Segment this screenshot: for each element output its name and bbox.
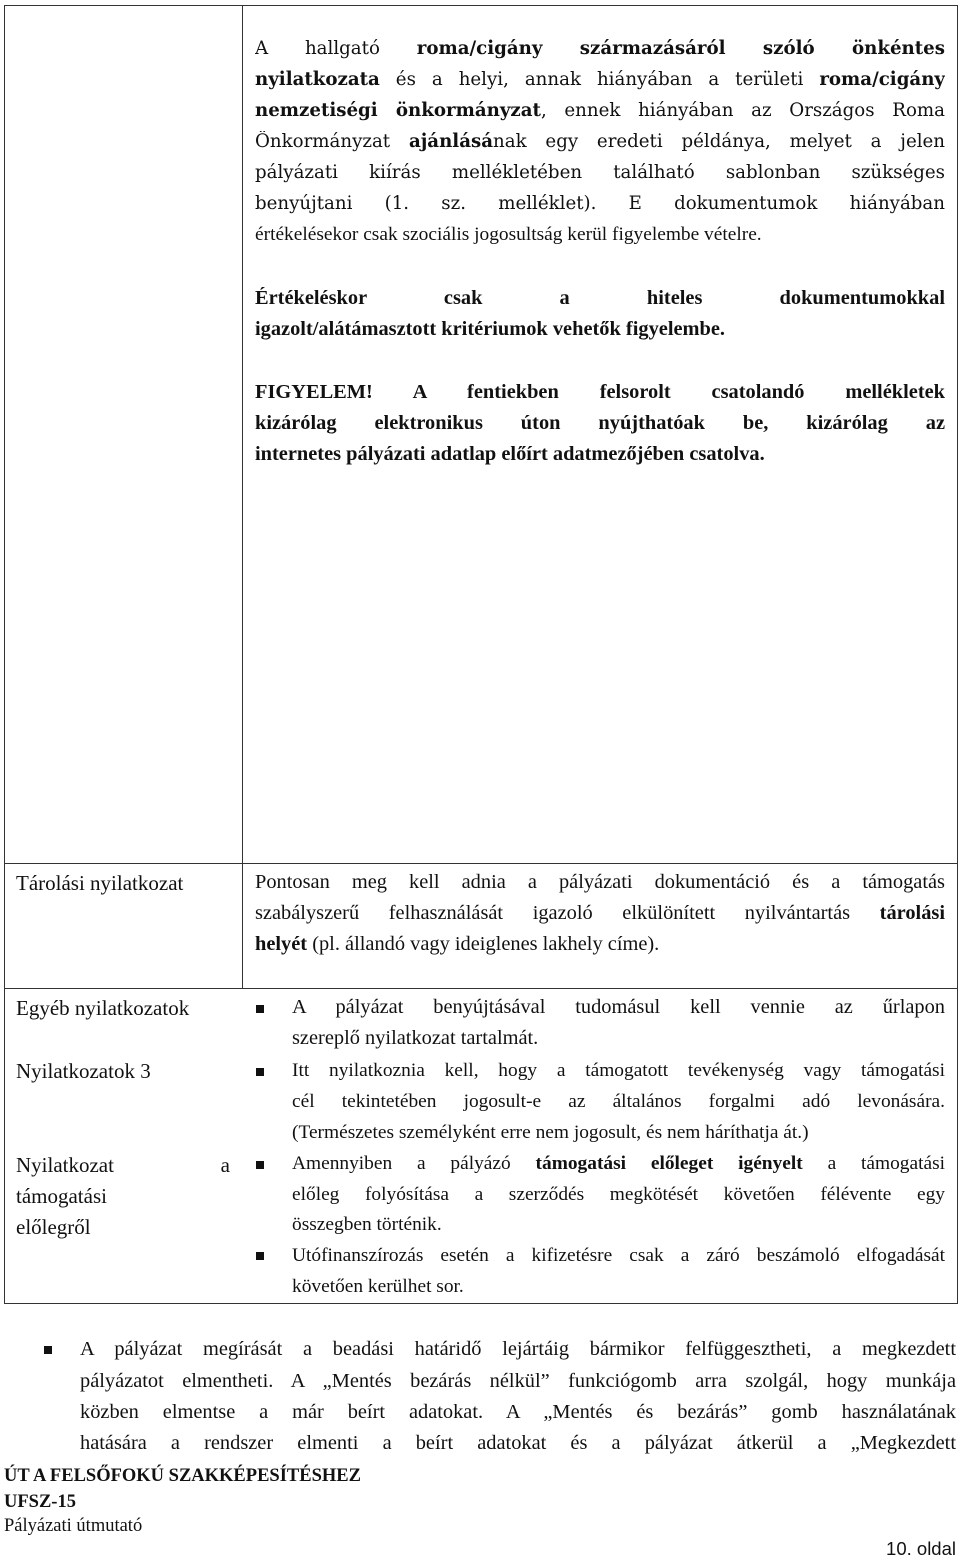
declarations-3-label: Nyilatkozatok 3 [16, 1059, 151, 1083]
rich-text-bold: nyilatkozata [255, 69, 380, 90]
p1-line [255, 100, 945, 121]
table-row-border [4, 988, 958, 989]
bullet-square-icon [256, 1161, 264, 1169]
storage-label: Tárolási nyilatkozat [16, 871, 184, 895]
storage-text-bold: tárolási [879, 902, 945, 924]
footer-code: UFSZ-15 [4, 1492, 76, 1512]
other-declarations-label: Egyéb nyilatkozatok [16, 996, 190, 1020]
advance-text: Amennyiben a pályázó [292, 1153, 536, 1174]
decl3-line: cél tekintetében jogosult-e az általános forgalmi adó levonására. [292, 1091, 945, 1112]
bottom-line: hatására a rendszer elmenti a beírt adatokat és a pályázat átkerül a „Megkezdett [80, 1432, 956, 1454]
advance-label-line: előlegről [16, 1215, 91, 1239]
rich-text: pályázati kiírás mellékletében található sablonban szükséges [255, 162, 945, 183]
footer-title: ÚT A FELSŐFOKÚ SZAKKÉPESÍTÉSHEZ [4, 1466, 361, 1486]
rich-text: Önkormányzat [255, 131, 409, 152]
table-left-border [4, 5, 5, 1304]
p1-line [255, 69, 945, 90]
advance-bullet-line: összegben történik. [292, 1214, 442, 1235]
table-divider [242, 5, 243, 989]
p3-line: FIGYELEM! A fentiekben felsorolt csatolandó mellékletek [255, 381, 945, 403]
bullet-square-icon [44, 1346, 52, 1354]
bottom-line: pályázatot elmentheti. A „Mentés bezárás nélkül” funkciógomb arra szolgál, hogy munkája [80, 1370, 956, 1392]
table-row-border [4, 863, 958, 864]
bullet-square-icon [256, 1068, 264, 1076]
rich-text-bold: ajánlásá [408, 131, 494, 152]
p1-line [255, 193, 945, 214]
advance-label-text: Nyilatkozat [16, 1153, 114, 1177]
decl3-line: Itt nyilatkoznia kell, hogy a támogatott tevékenység vagy támogatási [292, 1060, 945, 1081]
rich-text: A hallgató [255, 38, 417, 59]
advance-label-line: támogatási [16, 1184, 107, 1208]
rich-text: nak egy eredeti példánya, melyet a jelen [493, 131, 945, 152]
advance-text-bold: támogatási előleget igényelt [535, 1153, 803, 1174]
other-line: szereplő nyilatkozat tartalmát. [292, 1027, 539, 1049]
decl3-line: (Természetes személyként erre nem jogosult, és nem háríthatja át.) [292, 1122, 809, 1143]
storage-line [255, 902, 945, 925]
p2-line: igazolt/alátámasztott kritériumok vehetők figyelembe. [255, 318, 726, 340]
rich-text: , ennek hiányában az Országos Roma [540, 100, 945, 121]
rich-text-bold: nemzetiségi önkormányzat [255, 100, 541, 121]
p1-line [255, 38, 945, 59]
storage-text: (pl. állandó vagy ideiglenes lakhely címe). [307, 933, 660, 955]
p3-line: internetes pályázati adatlap előírt adatmezőjében csatolva. [255, 443, 765, 465]
page-number: 10. oldal [886, 1538, 956, 1559]
advance-text: a támogatási [802, 1153, 945, 1174]
p1-last-line: értékelésekor csak szociális jogosultság kerül figyelembe vételre. [255, 224, 762, 245]
advance-bullet-line: Utófinanszírozás esetén a kifizetésre csak a záró beszámoló elfogadását [292, 1245, 945, 1266]
p1-line [255, 131, 945, 152]
other-line: A pályázat benyújtásával tudomásul kell vennie az űrlapon [292, 996, 945, 1018]
advance-label-text: a [220, 1153, 230, 1177]
table-top-border [4, 5, 958, 6]
storage-text: szabályszerű felhasználását igazoló elkülönített nyilvántartás [255, 902, 880, 924]
p1-line [255, 162, 945, 183]
storage-line [255, 933, 659, 956]
rich-text: benyújtani (1. sz. melléklet). E dokumentumok hiányában [255, 193, 945, 214]
rich-text-bold: roma/cigány [819, 69, 945, 90]
storage-line: Pontosan meg kell adnia a pályázati dokumentáció és a támogatás [255, 871, 945, 893]
rich-text: és a helyi, annak hiányában a területi [379, 69, 820, 90]
bottom-line: A pályázat megírását a beadási határidő lejártáig bármikor felfüggesztheti, a megkezdett [80, 1338, 956, 1360]
bullet-square-icon [256, 1005, 264, 1013]
advance-bullet-line: követően kerülhet sor. [292, 1276, 464, 1297]
advance-label [16, 1153, 230, 1178]
p3-line: kizárólag elektronikus úton nyújthatóak be, kizárólag az [255, 412, 945, 434]
footer-subtitle: Pályázati útmutató [4, 1516, 143, 1536]
storage-text-bold: helyét [255, 933, 308, 955]
rich-text-bold: roma/cigány származásáról szóló önkéntes [416, 38, 945, 59]
advance-bullet-line [292, 1153, 945, 1175]
table-bottom-border [4, 1303, 958, 1304]
table-right-border [957, 5, 958, 1304]
p2-line: Értékeléskor csak a hiteles dokumentumokkal [255, 287, 945, 309]
advance-bullet-line: előleg folyósítása a szerződés megkötését követően félévente egy [292, 1184, 945, 1205]
bottom-line: közben elmentse a már beírt adatokat. A „Mentés és bezárás” gomb használatának [80, 1401, 956, 1423]
bullet-square-icon [256, 1252, 264, 1260]
